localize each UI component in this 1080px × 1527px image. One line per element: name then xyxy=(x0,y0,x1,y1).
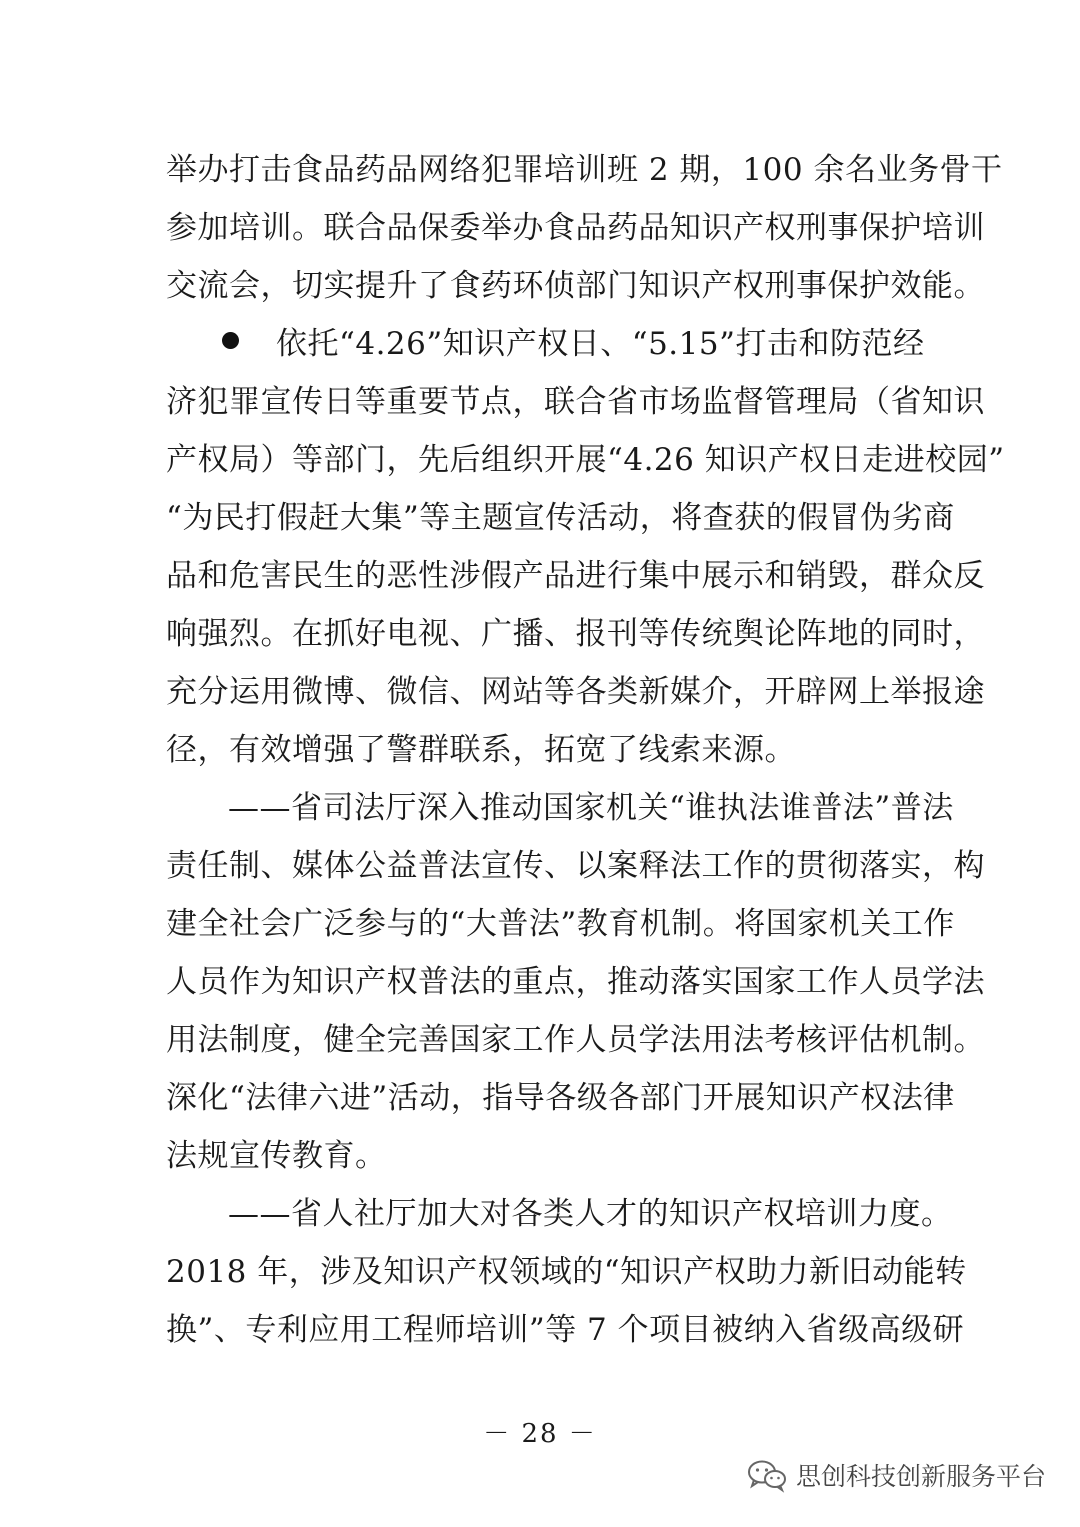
paragraph-line: 参加培训。联合品保委举办食品药品知识产权刑事保护培训 xyxy=(166,210,985,246)
paragraph-line: 法规宣传教育。 xyxy=(166,1138,387,1174)
paragraph-line: 换”、专利应用工程师培训”等 7 个项目被纳入省级高级研 xyxy=(166,1312,965,1348)
bullet-icon xyxy=(222,332,239,349)
paragraph-line: 举办打击食品药品网络犯罪培训班 2 期，100 余名业务骨干 xyxy=(166,152,1003,188)
paragraph-line: 济犯罪宣传日等重要节点，联合省市场监督管理局（省知识 xyxy=(166,384,985,420)
paragraph-line: “为民打假赶大集”等主题宣传活动，将查获的假冒伪劣商 xyxy=(166,500,955,536)
paragraph-line: 深化“法律六进”活动，指导各级各部门开展知识产权法律 xyxy=(166,1080,955,1116)
paragraph-line: 充分运用微博、微信、网站等各类新媒介，开辟网上举报途 xyxy=(166,674,985,710)
paragraph-line: 人员作为知识产权普法的重点，推动落实国家工作人员学法 xyxy=(166,964,985,1000)
paragraph-line: 依托“4.26”知识产权日、“5.15”打击和防范经 xyxy=(276,326,925,362)
paragraph-line: 交流会，切实提升了食药环侦部门知识产权刑事保护效能。 xyxy=(166,268,985,304)
wechat-icon xyxy=(746,1458,788,1492)
paragraph-line: 响强烈。在抓好电视、广播、报刊等传统舆论阵地的同时， xyxy=(166,616,985,652)
paragraph-line: 2018 年，涉及知识产权领域的“知识产权助力新旧动能转 xyxy=(166,1254,967,1290)
paragraph-line: ——省司法厅深入推动国家机关“谁执法谁普法”普法 xyxy=(228,790,954,826)
watermark-text: 思创科技创新服务平台 xyxy=(795,1462,1046,1491)
paragraph-line: 径，有效增强了警群联系，拓宽了线索来源。 xyxy=(166,732,796,768)
watermark xyxy=(746,1455,1046,1495)
page-number: － 28 － xyxy=(483,1419,597,1449)
paragraph-line: 责任制、媒体公益普法宣传、以案释法工作的贯彻落实，构 xyxy=(166,848,985,884)
paragraph-line: ——省人社厅加大对各类人才的知识产权培训力度。 xyxy=(228,1196,953,1232)
paragraph-line: 用法制度，健全完善国家工作人员学法用法考核评估机制。 xyxy=(166,1022,985,1058)
paragraph-line: 品和危害民生的恶性涉假产品进行集中展示和销毁，群众反 xyxy=(166,558,985,594)
paragraph-line: 建全社会广泛参与的“大普法”教育机制。将国家机关工作 xyxy=(166,906,955,942)
paragraph-line: 产权局）等部门，先后组织开展“4.26 知识产权日走进校园” xyxy=(166,442,1005,478)
